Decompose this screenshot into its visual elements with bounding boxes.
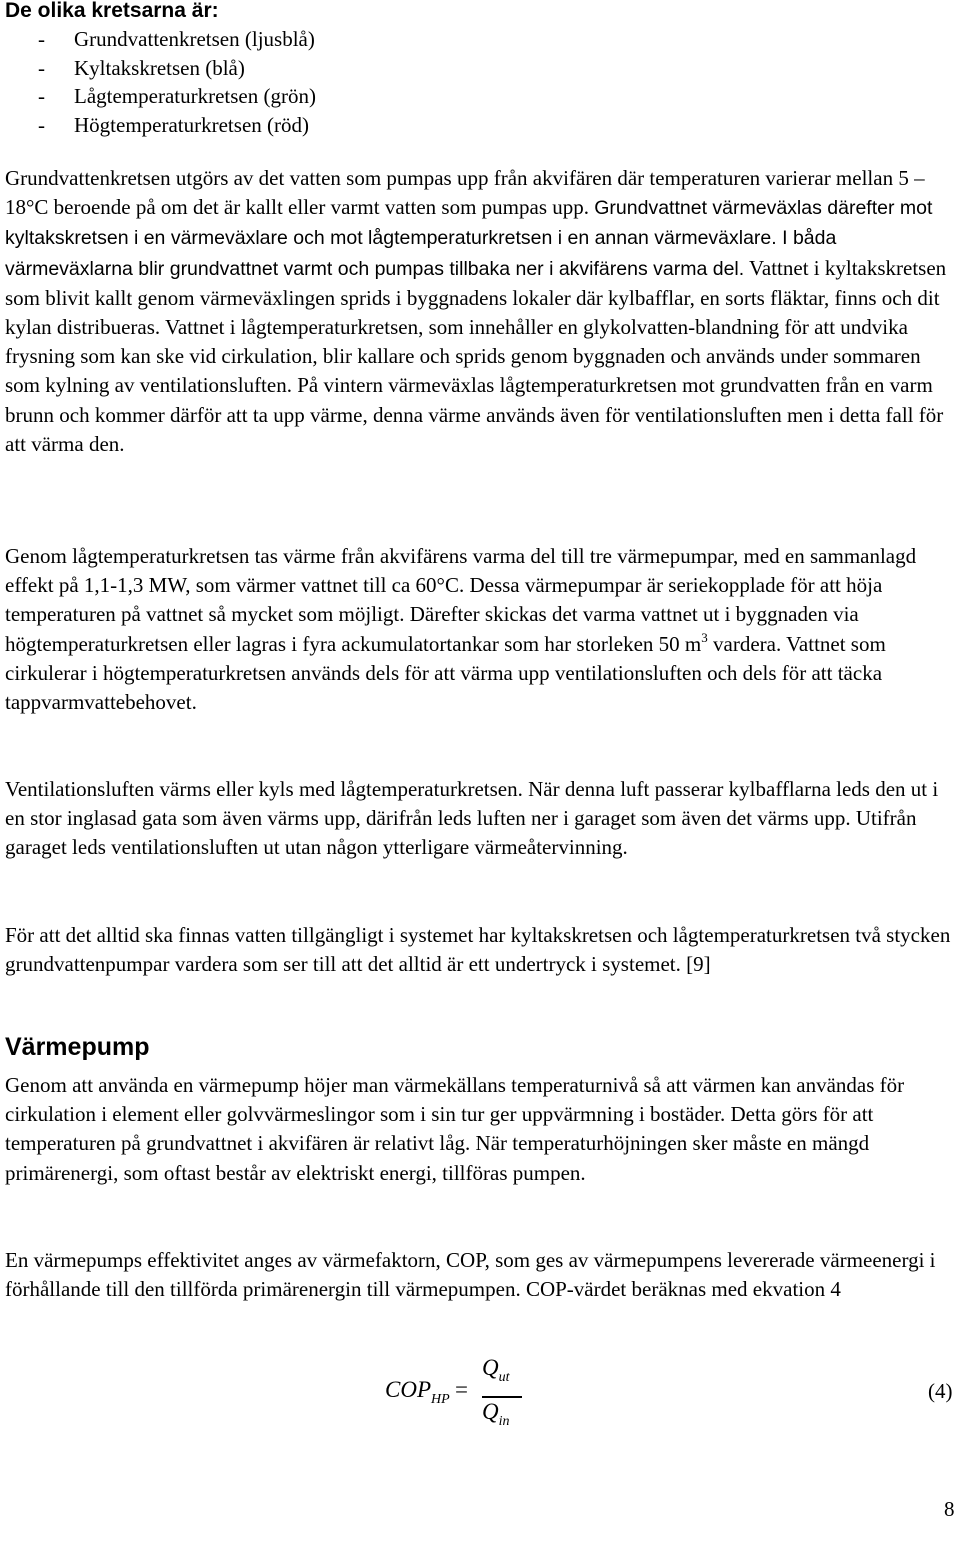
- paragraph-text: Grundvattnet värmeväxlas därefter mot kyltakskretsen i en värmeväxlare och mot lågtemperaturkretsen i en annan värmeväxlare. I båda värmeväxlarna blir grundvattnet varmt och pumpas tillbaka ner i akvifärens varma del.: [5, 197, 933, 280]
- equation-equals: =: [455, 1377, 468, 1402]
- equation-denominator: [482, 1399, 510, 1429]
- list-marker: -: [38, 112, 45, 137]
- list-item: [38, 111, 316, 140]
- equation-lhs-subscript: HP: [431, 1392, 450, 1407]
- section-heading: Värmepump: [5, 1033, 150, 1061]
- paragraph-cop: En värmepumps effektivitet anges av värmefaktorn, COP, som ges av värmepumpens levererade värmeenergi i förhållande till den tillförda primärenergin till värmepumpen. COP-värdet beräknas med ekvation 4: [5, 1248, 936, 1302]
- equation-lhs-text: COP: [385, 1377, 431, 1402]
- circuit-list: [38, 25, 316, 139]
- list-marker: -: [38, 27, 45, 51]
- list-item-text: Grundvattenkretsen (ljusblå): [74, 27, 315, 51]
- equation-numerator-subscript: ut: [498, 1370, 510, 1385]
- list-item: [38, 82, 316, 111]
- paragraph-groundwater: [5, 164, 953, 459]
- page-number: 8: [944, 1497, 955, 1521]
- paragraph-low-temperature: [5, 542, 953, 717]
- equation-denominator-text: Q: [482, 1399, 499, 1424]
- equation-denominator-subscript: in: [498, 1414, 510, 1429]
- paragraph-text: vardera. Vattnet som cirkulerar i högtemperaturkretsen används dels för att värma upp ventilationsluften och dels för att täcka tappvarmvattebehovet.: [5, 631, 886, 715]
- intro-heading: De olika kretsarna är:: [5, 0, 219, 22]
- equation-lhs: [385, 1377, 450, 1407]
- equation-numerator: [482, 1355, 510, 1385]
- fraction-bar: [482, 1396, 522, 1398]
- paragraph-ventilation: Ventilationsluften värms eller kyls med lågtemperaturkretsen. När denna luft passerar kylbafflarna leds den ut i en stor inglasad gata som även värms upp, därifrån leds luften ner i garaget som även det värms upp. Utifrån garaget leds ventilationsluften ut utan någon ytterligare värmeåtervinning.: [5, 777, 939, 860]
- paragraph-text: Grundvattenkretsen utgörs av det vatten som pumpas upp från akvifären där temperaturen varierar mellan 5 – 18°C beroende på om det är kallt eller varmt vatten som pumpas upp.: [5, 166, 925, 220]
- list-marker: -: [38, 55, 45, 80]
- superscript: 3: [701, 629, 708, 645]
- equation-numerator-text: Q: [482, 1355, 499, 1380]
- list-item: [38, 54, 316, 83]
- paragraph-text: Vattnet i kyltakskretsen som blivit kallt genom värmeväxlingen sprids i byggnadens lokaler där kylbafflar, en sorts fläktar, finns och dit kylan distribueras.: [5, 255, 947, 340]
- list-item: [38, 25, 316, 54]
- paragraph-text: Genom lågtemperaturkretsen tas värme från akvifärens varma del till tre värmepumpar, med en sammanlagd effekt på 1,1-1,3 MW, som värmer vattnet till ca 60°C. Dessa värmepumpar är seriekopplade för att höja temperaturen på vattnet så mycket som möjligt. Därefter skickas det varma vattnet ut i byggnaden via högtemperaturkretsen eller lagras i fyra ackumulatortankar som har storleken 50 m: [5, 544, 917, 656]
- list-item-text: Lågtemperaturkretsen (grön): [74, 84, 316, 108]
- equation-cop: [0, 1355, 960, 1435]
- paragraph-heat-pump: Genom att använda en värmepump höjer man värmekällans temperaturnivå så att värmen kan användas för cirkulation i element eller golvvärmeslingor som i sin tur ger uppvärmning i bostäder. Detta görs för att temperaturen på grundvattnet i akvifären är relativt låg. När temperaturhöjningen sker måste en mängd primärenergi, som oftast består av elektriskt energi, tillföras pumpen.: [5, 1073, 905, 1185]
- paragraph-pumps: För att det alltid ska finnas vatten tillgängligt i systemet har kyltakskretsen och lågtemperaturkretsen två stycken grundvattenpumpar vardera som ser till att det alltid är ett undertryck i systemet. [9]: [5, 923, 951, 977]
- equation-label: (4): [928, 1379, 953, 1403]
- paragraph-text: Vattnet i lågtemperaturkretsen, som innehåller en glykolvatten-blandning för att undvika frysning som kan ske vid cirkulation, blir kallare och sprids genom byggnaden och används under sommaren som kylning av ventilationsluften. På vintern värmeväxlas lågtemperaturkretsen mot grundvatten från en varm brunn och kommer därför att ta upp värme, denna värme används även för ventilationsluften men i detta fall för att värma den.: [5, 315, 944, 456]
- list-item-text: Kyltakskretsen (blå): [74, 55, 245, 80]
- list-item-text: Högtemperaturkretsen (röd): [74, 112, 309, 137]
- list-marker: -: [38, 84, 45, 108]
